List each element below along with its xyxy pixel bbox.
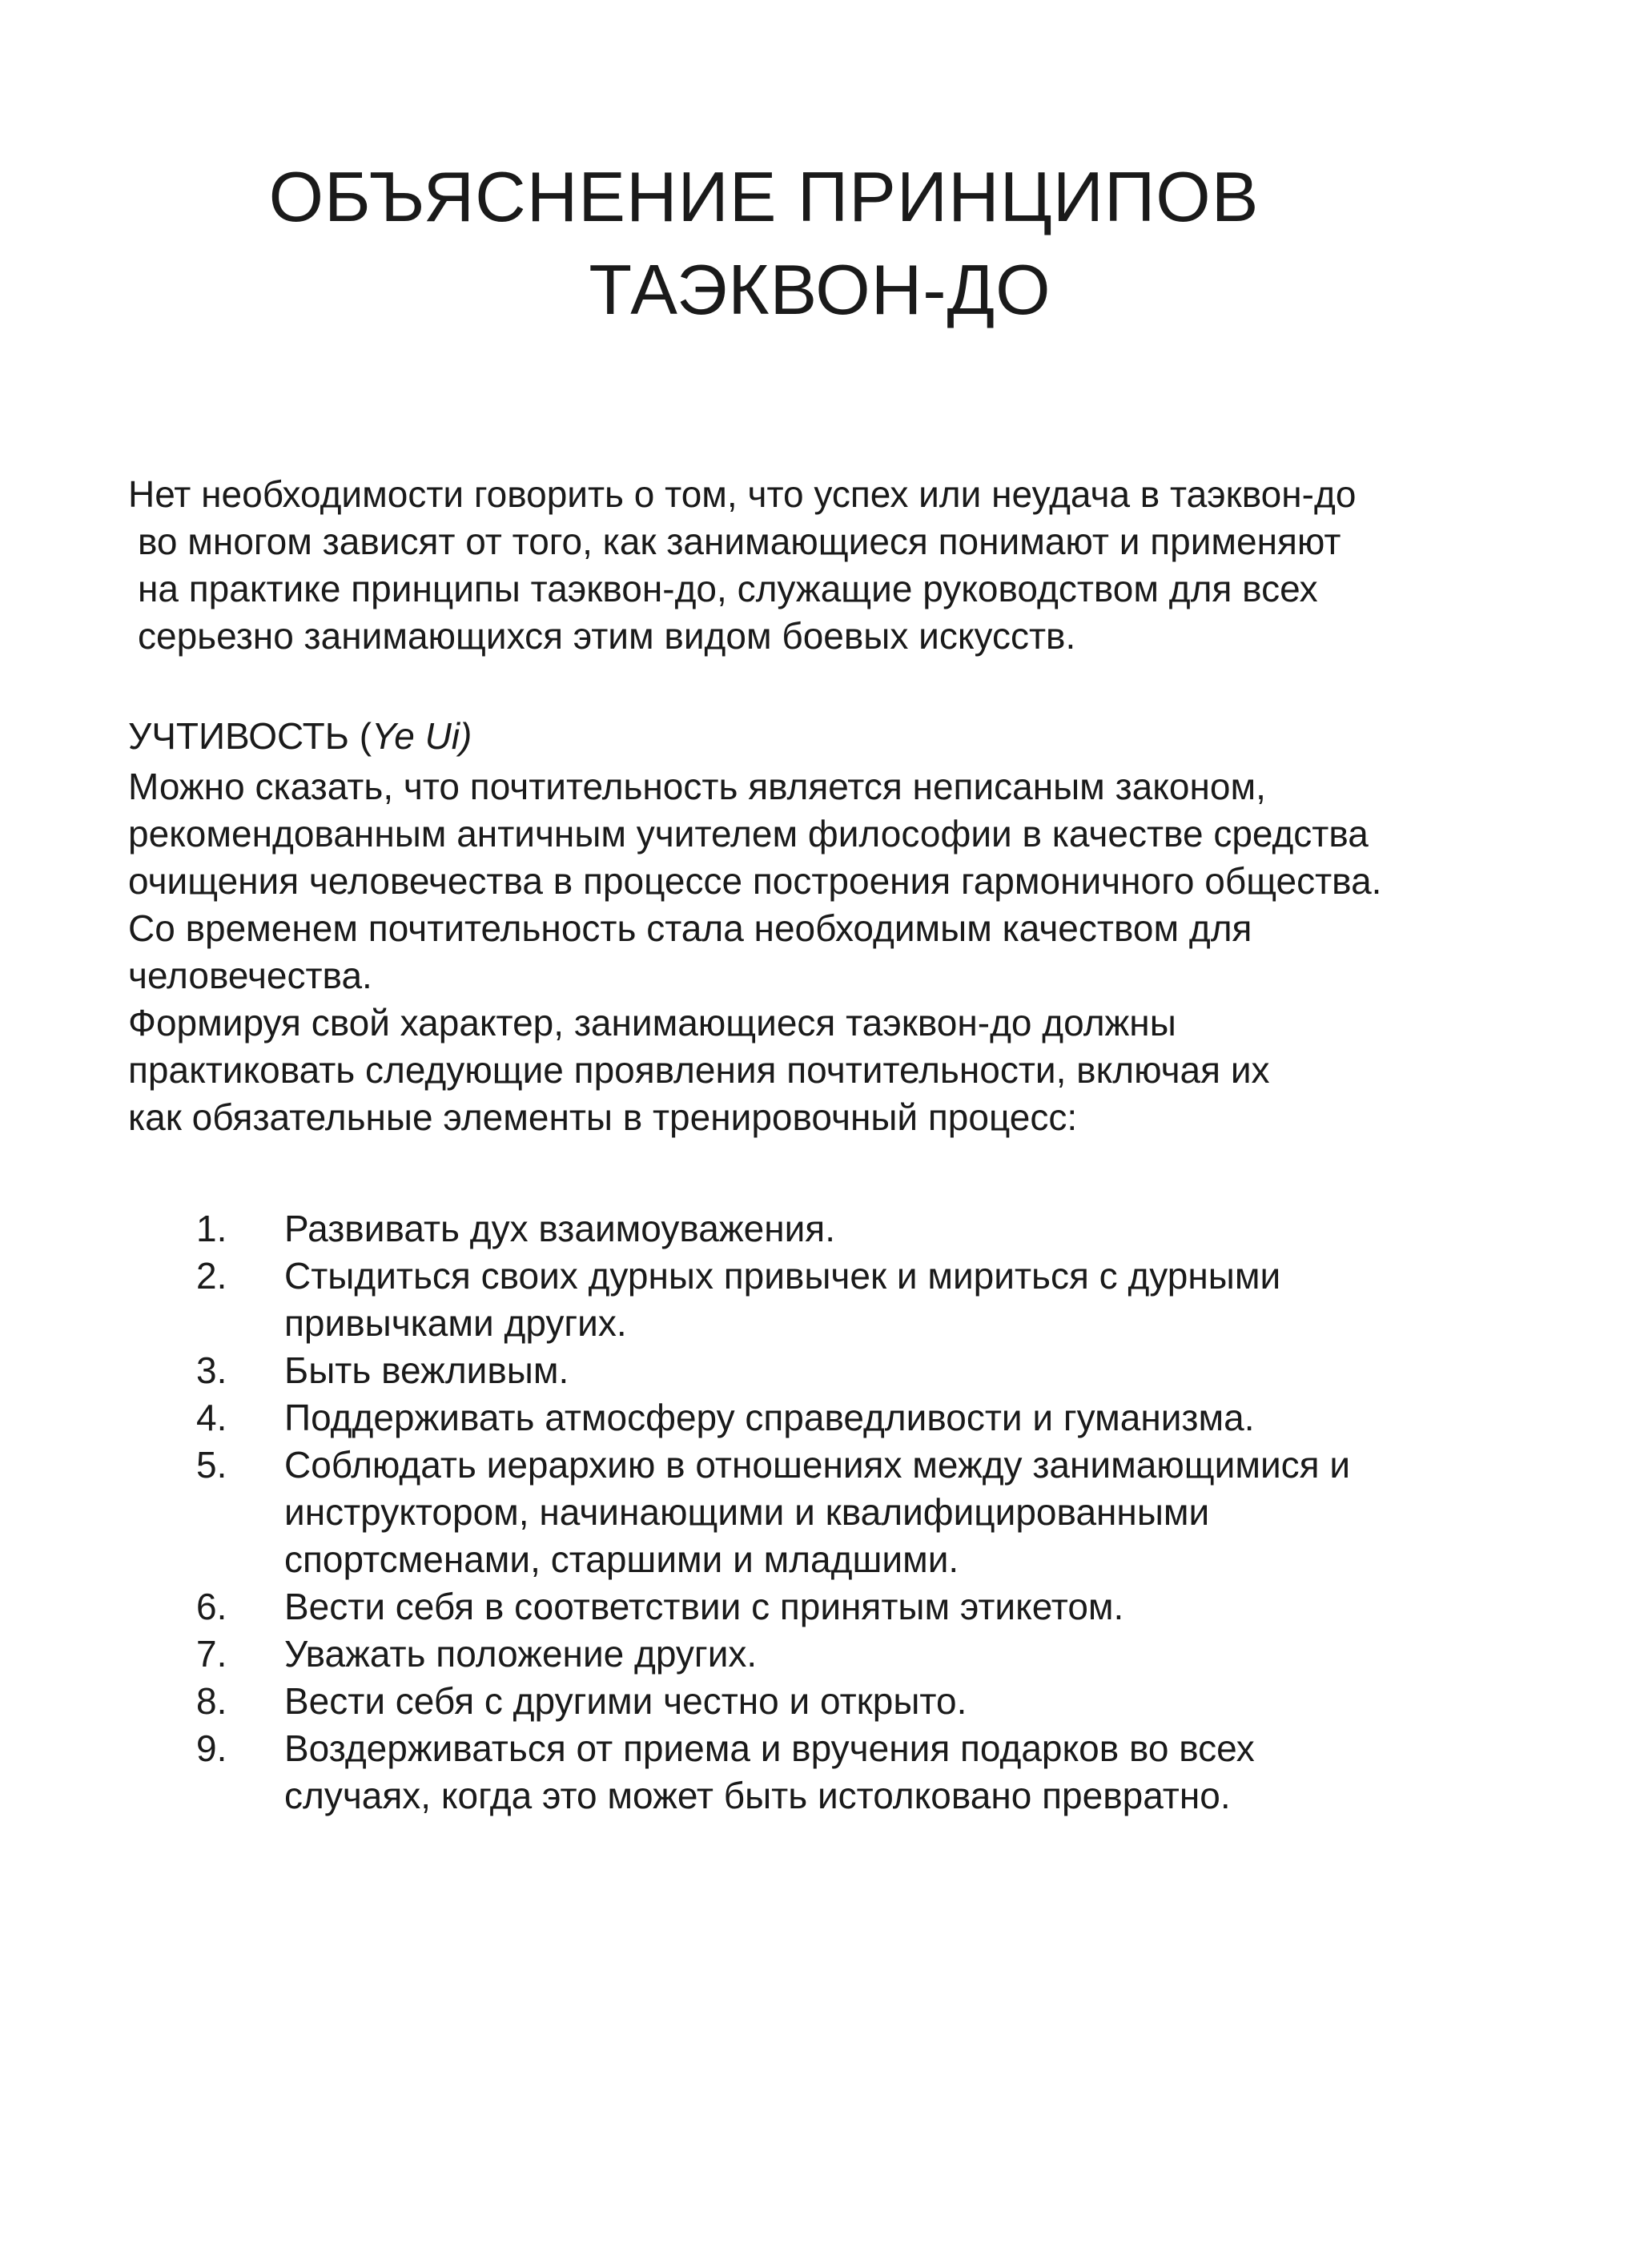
list-line: Быть вежливым. [284, 1349, 569, 1391]
list-text [284, 1678, 967, 1725]
list-line: инструктором, начинающими и квалифицированными [284, 1491, 1210, 1533]
list-line: Вести себя с другими честно и открыто. [284, 1680, 967, 1722]
section-line: Можно сказать, что почтительность является неписаным законом, [128, 766, 1266, 807]
intro-line: во многом зависят от того, как занимающиеся понимают и применяют [138, 521, 1341, 562]
courtesy-list [196, 1205, 1350, 1820]
list-text [284, 1394, 1255, 1442]
intro-paragraph [128, 471, 1356, 660]
list-number: 8. [196, 1680, 227, 1722]
list-line: Развивать дух взаимоуважения. [284, 1208, 836, 1249]
list-item [196, 1725, 1350, 1820]
list-text [284, 1347, 569, 1394]
list-item [196, 1347, 1350, 1394]
section-line: Со временем почтительность стала необходимым качеством для [128, 907, 1252, 949]
list-line: Воздерживаться от приема и вручения подарков во всех [284, 1727, 1255, 1769]
intro-line: серьезно занимающихся этим видом боевых искусств. [138, 615, 1076, 657]
list-text [284, 1725, 1255, 1820]
list-number: 9. [196, 1727, 227, 1769]
list-number: 3. [196, 1349, 227, 1391]
list-item [196, 1205, 1350, 1253]
list-line: Стыдиться своих дурных привычек и мириться с дурными [284, 1255, 1281, 1297]
list-number: 6. [196, 1586, 227, 1627]
list-number: 2. [196, 1255, 227, 1297]
intro-line: Нет необходимости говорить о том, что успех или неудача в таэквон-до [128, 473, 1357, 515]
list-line: привычками других. [284, 1302, 627, 1344]
list-number: 5. [196, 1444, 227, 1486]
list-line: Вести себя в соответствии с принятым этикетом. [284, 1586, 1124, 1627]
intro-line: на практике принципы таэквон-до, служащие руководством для всех [138, 568, 1318, 609]
list-text [284, 1583, 1123, 1631]
list-item [196, 1583, 1350, 1631]
title-line: ОБЪЯСНЕНИЕ ПРИНЦИПОВ [268, 157, 1260, 236]
list-item [196, 1442, 1350, 1583]
title-line: ТАЭКВОН-ДО [589, 250, 1051, 329]
section-line: человечества. [128, 955, 372, 996]
list-text [284, 1442, 1350, 1583]
list-line: Соблюдать иерархию в отношениях между занимающимися и [284, 1444, 1351, 1486]
list-line: случаях, когда это может быть истолковано превратно. [284, 1775, 1231, 1816]
list-number: 7. [196, 1633, 227, 1675]
list-item [196, 1631, 1350, 1678]
list-item [196, 1394, 1350, 1442]
list-line: Поддерживать атмосферу справедливости и гуманизма. [284, 1397, 1255, 1438]
section-line: рекомендованным античным учителем философии в качестве средства [128, 813, 1369, 855]
list-text [284, 1631, 757, 1678]
section-line: практиковать следующие проявления почтительности, включая их [128, 1049, 1270, 1091]
list-number: 1. [196, 1208, 227, 1249]
section-line: как обязательные элементы в тренировочный процесс: [128, 1096, 1078, 1138]
section-heading-note: Ye Ui) [372, 715, 472, 757]
list-number: 4. [196, 1397, 227, 1438]
section-heading-text: УЧТИВОСТЬ ( [128, 715, 372, 757]
list-text [284, 1253, 1280, 1347]
section-line: Формируя свой характер, занимающиеся таэквон-до должны [128, 1002, 1176, 1044]
list-item [196, 1678, 1350, 1725]
courtesy-section [128, 713, 1381, 1141]
section-heading [128, 713, 1381, 760]
list-line: Уважать положение других. [284, 1633, 758, 1675]
list-text [284, 1205, 835, 1253]
section-line: очищения человечества в процессе построения гармоничного общества. [128, 860, 1382, 902]
list-item [196, 1253, 1350, 1347]
list-line: спортсменами, старшими и младшими. [284, 1538, 959, 1580]
page-title [0, 151, 1640, 336]
